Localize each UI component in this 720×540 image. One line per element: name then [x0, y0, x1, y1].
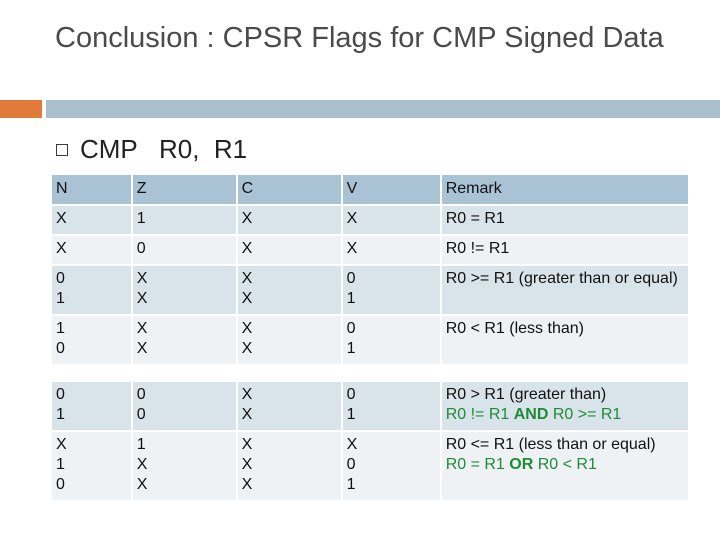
- cell-n: [52, 236, 131, 264]
- cell-remark: [442, 382, 688, 430]
- cell-c: [238, 432, 341, 500]
- cell-value: X: [136, 476, 148, 493]
- table-row: [52, 236, 688, 264]
- cell-z: [133, 432, 236, 500]
- remark-text: R0 >= R1 (greater than or equal): [445, 270, 678, 287]
- accent-bar-blue: [46, 100, 720, 118]
- condition-left: R0 = R1: [445, 456, 510, 473]
- cell-value: X: [136, 320, 148, 337]
- remark-text: R0 != R1: [445, 240, 510, 257]
- cell-z: [133, 266, 236, 314]
- cell-z: [133, 206, 236, 234]
- cell-value: X: [241, 320, 253, 337]
- cell-n: [52, 316, 131, 364]
- cell-v: [343, 382, 440, 430]
- cell-n: [52, 206, 131, 234]
- cell-value: X: [56, 436, 67, 453]
- cell-remark: [442, 432, 688, 500]
- cell-value: 0: [56, 340, 65, 357]
- cell-value: X: [241, 456, 253, 473]
- remark-text: R0 > R1 (greater than): [445, 386, 607, 403]
- cell-c: [238, 266, 341, 314]
- cell-value: X: [346, 240, 358, 257]
- cell-z: [133, 382, 236, 430]
- cell-c: [238, 316, 341, 364]
- cell-value: 1: [56, 456, 65, 473]
- cell-value: X: [241, 240, 253, 257]
- header-c: C: [238, 175, 341, 204]
- header-v: V: [343, 175, 440, 204]
- cell-value: 1: [56, 320, 65, 337]
- cell-c: [238, 206, 341, 234]
- remark-text: R0 <= R1 (less than or equal): [445, 436, 656, 453]
- cell-value: 1: [346, 290, 356, 307]
- row-spacer: [52, 366, 688, 380]
- remark-text: R0 < R1 (less than): [445, 320, 584, 337]
- cell-value: 1: [56, 406, 65, 423]
- cell-value: 0: [346, 270, 356, 287]
- spacer-cell: [52, 366, 688, 380]
- cell-value: X: [136, 456, 148, 473]
- accent-bar-orange: [0, 100, 42, 118]
- cell-value: X: [241, 386, 253, 403]
- flags-table: [50, 173, 690, 502]
- cell-v: [343, 432, 440, 500]
- header-n: N: [52, 175, 131, 204]
- cell-value: 0: [136, 386, 146, 403]
- cell-n: [52, 432, 131, 500]
- cell-value: 0: [136, 406, 146, 423]
- cell-value: 1: [136, 210, 146, 227]
- header-remark: Remark: [442, 175, 688, 204]
- bullet-text: CMP R0, R1: [80, 134, 248, 164]
- cell-remark: [442, 236, 688, 264]
- table-row: [52, 316, 688, 364]
- condition-right: R0 < R1: [533, 456, 597, 473]
- cell-value: 0: [136, 240, 146, 257]
- condition-right: R0 >= R1: [548, 406, 622, 423]
- cell-v: [343, 206, 440, 234]
- cell-n: [52, 266, 131, 314]
- cell-value: X: [136, 290, 148, 307]
- cell-z: [133, 236, 236, 264]
- cell-value: X: [241, 290, 253, 307]
- cell-value: 1: [346, 476, 356, 493]
- cell-value: 0: [56, 270, 65, 287]
- slide-title: Conclusion : CPSR Flags for CMP Signed Data: [55, 22, 664, 54]
- cell-v: [343, 236, 440, 264]
- cell-value: 1: [136, 436, 146, 453]
- cell-value: X: [241, 476, 253, 493]
- table-row: [52, 206, 688, 234]
- condition-operator: AND: [513, 406, 549, 423]
- table-row: [52, 382, 688, 430]
- cell-value: X: [56, 240, 67, 257]
- cell-value: 1: [346, 406, 356, 423]
- square-bullet-icon: [56, 144, 68, 156]
- cell-v: [343, 316, 440, 364]
- cell-value: X: [241, 270, 253, 287]
- remark-text: R0 = R1: [445, 210, 505, 227]
- cell-value: 0: [346, 320, 356, 337]
- cell-value: X: [241, 436, 253, 453]
- cell-n: [52, 382, 131, 430]
- cell-value: X: [241, 340, 253, 357]
- cell-value: X: [346, 436, 358, 453]
- cell-value: X: [136, 270, 148, 287]
- cell-v: [343, 266, 440, 314]
- cell-value: X: [56, 210, 67, 227]
- table-header-row: [52, 175, 688, 204]
- table-row: [52, 432, 688, 500]
- table-row: [52, 266, 688, 314]
- cell-value: 0: [56, 476, 65, 493]
- cell-value: X: [241, 406, 253, 423]
- cell-value: X: [241, 210, 253, 227]
- cell-remark: [442, 316, 688, 364]
- cell-value: 1: [346, 340, 356, 357]
- cell-c: [238, 236, 341, 264]
- remark-condition: [446, 405, 684, 425]
- cell-value: X: [136, 340, 148, 357]
- cell-value: X: [346, 210, 358, 227]
- condition-operator: OR: [509, 456, 534, 473]
- condition-left: R0 != R1: [445, 406, 514, 423]
- header-z: Z: [133, 175, 236, 204]
- cell-value: 1: [56, 290, 65, 307]
- cell-remark: [442, 266, 688, 314]
- cell-value: 0: [346, 386, 356, 403]
- cell-value: 0: [346, 456, 356, 473]
- cell-remark: [442, 206, 688, 234]
- cell-z: [133, 316, 236, 364]
- remark-condition: [446, 455, 684, 475]
- cell-value: 0: [56, 386, 65, 403]
- cell-c: [238, 382, 341, 430]
